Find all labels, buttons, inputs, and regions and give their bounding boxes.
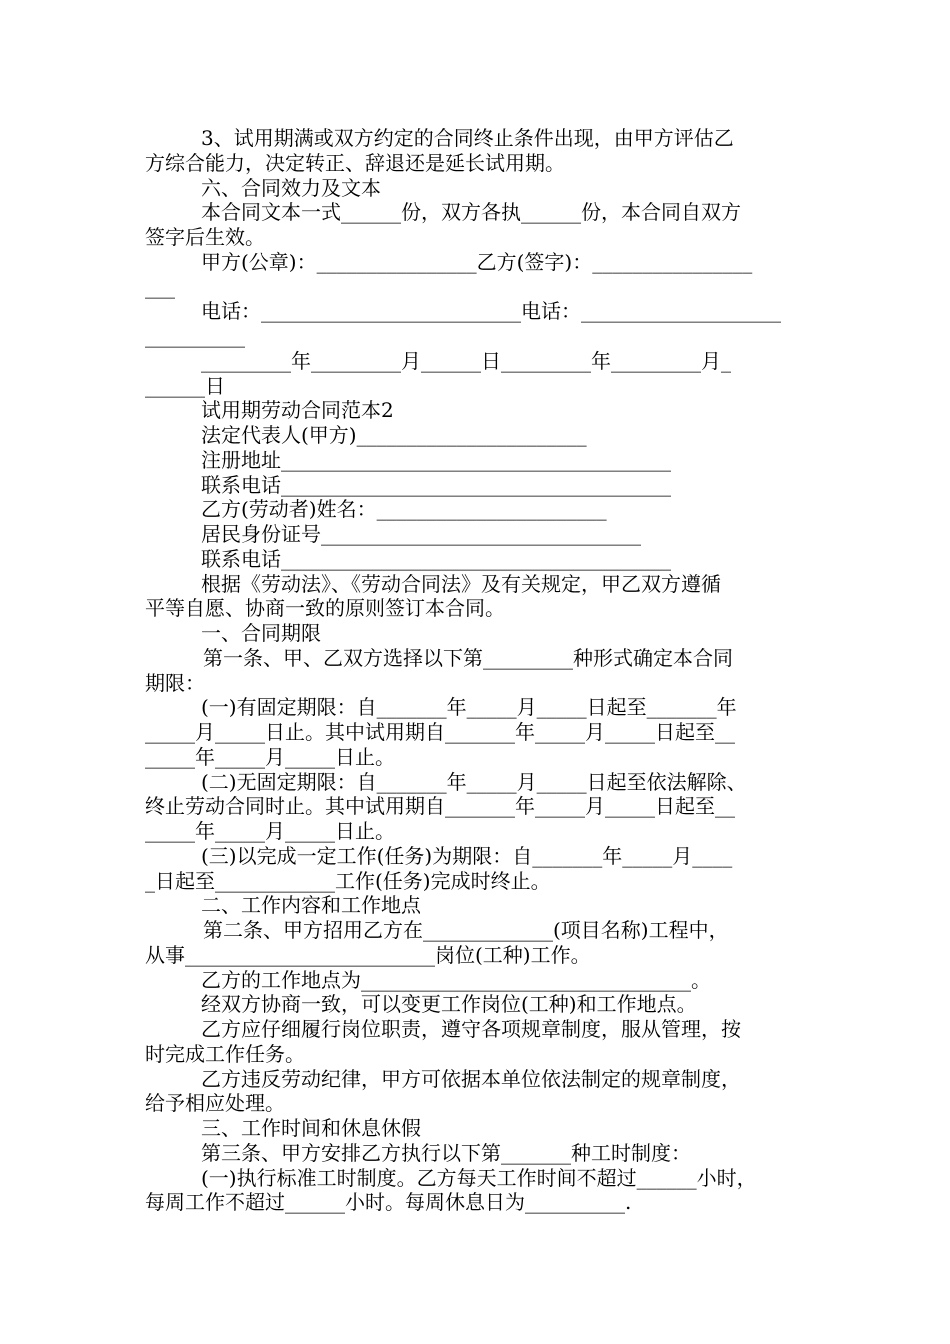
- text-line: 签字后生效。: [145, 225, 265, 249]
- text-line: (二)无固定期限：自_______年_____月_____日起至依法解除、: [201, 769, 747, 794]
- text-line: 从事_________________________岗位(工种)工作。: [145, 942, 591, 967]
- text-line: (三)以完成一定工作(任务)为期限：自_______年_____月____: [201, 843, 733, 868]
- text-line: ______日: [145, 373, 225, 398]
- text-line: 经双方协商一致，可以变更工作岗位(工种)和工作地点。: [201, 992, 697, 1017]
- text-line: 一、合同期限: [201, 621, 321, 645]
- text-line: 每周工作不超过______小时。每周休息日为__________.: [145, 1190, 632, 1215]
- text-line: 第二条、甲方招用乙方在_____________(项目名称)工程中，: [203, 918, 729, 942]
- text-line: _____月_____日止。其中试用期自_______年_____月_____日起至__: [145, 720, 735, 744]
- text-line: 平等自愿、协商一致的原则签订本合同。: [145, 596, 505, 621]
- text-line: 根据《劳动法》、《劳动合同法》及有关规定，甲乙双方遵循: [201, 571, 721, 596]
- text-line: 注册地址_______________________________________: [201, 447, 671, 472]
- text-line: (一)执行标准工时制度。乙方每天工作时间不超过______小时，: [201, 1165, 757, 1190]
- text-line: 第三条、甲方安排乙方执行以下第_______种工时制度：: [201, 1140, 691, 1165]
- text-line: 二、工作内容和工作地点: [201, 893, 421, 918]
- text-line: 本合同文本一式______份，双方各执______份，本合同自双方: [201, 200, 741, 225]
- text-line: 乙方违反劳动纪律，甲方可依据本单位依法制定的规章制度，: [201, 1066, 741, 1091]
- text-line: 乙方(劳动者)姓名：_______________________: [201, 497, 607, 522]
- text-line: 乙方应仔细履行岗位职责，遵守各项规章制度，服从管理，按: [201, 1017, 741, 1041]
- text-line: 期限：: [145, 670, 205, 695]
- text-line: 终止劳动合同时止。其中试用期自_______年_____月_____日起至__: [145, 794, 735, 819]
- text-line: 试用期劳动合同范本2: [201, 398, 394, 423]
- text-line: _____年_____月_____日止。: [145, 819, 395, 843]
- text-line: (一)有固定期限：自_______年_____月_____日起至_______年: [201, 695, 737, 720]
- text-line: 3、试用期满或双方约定的合同终止条件出现，由甲方评估乙: [201, 126, 734, 150]
- text-line: 乙方的工作地点为_________________________________。: [201, 967, 711, 992]
- text-line: 三、工作时间和休息休假: [201, 1116, 421, 1140]
- text-line: 法定代表人(甲方)_______________________: [201, 423, 587, 447]
- text-line: 第一条、甲、乙双方选择以下第_________种形式确定本合同: [203, 645, 733, 670]
- text-line: 联系电话_______________________________________: [201, 472, 671, 497]
- text-line: 居民身份证号________________________________: [201, 522, 641, 546]
- text-line: 时完成工作任务。: [145, 1041, 305, 1066]
- text-line: _____年_____月_____日止。: [145, 744, 395, 769]
- text-line: 甲方(公章)：________________乙方(签字)：________________: [201, 249, 753, 274]
- text-line: 电话：__________________________电话：____________________: [201, 299, 781, 324]
- text-line: 六、合同效力及文本: [201, 175, 381, 200]
- text-line: __________: [145, 324, 245, 348]
- text-line: 联系电话_______________________________________: [201, 546, 671, 571]
- text-line: ___: [145, 274, 175, 299]
- text-line: 方综合能力，决定转正、辞退还是延长试用期。: [145, 150, 565, 175]
- text-line: _日起至____________工作(任务)完成时终止。: [145, 868, 551, 893]
- text-line: _________年_________月______日_________年_________月_: [201, 348, 731, 373]
- text-line: 给予相应处理。: [145, 1091, 285, 1116]
